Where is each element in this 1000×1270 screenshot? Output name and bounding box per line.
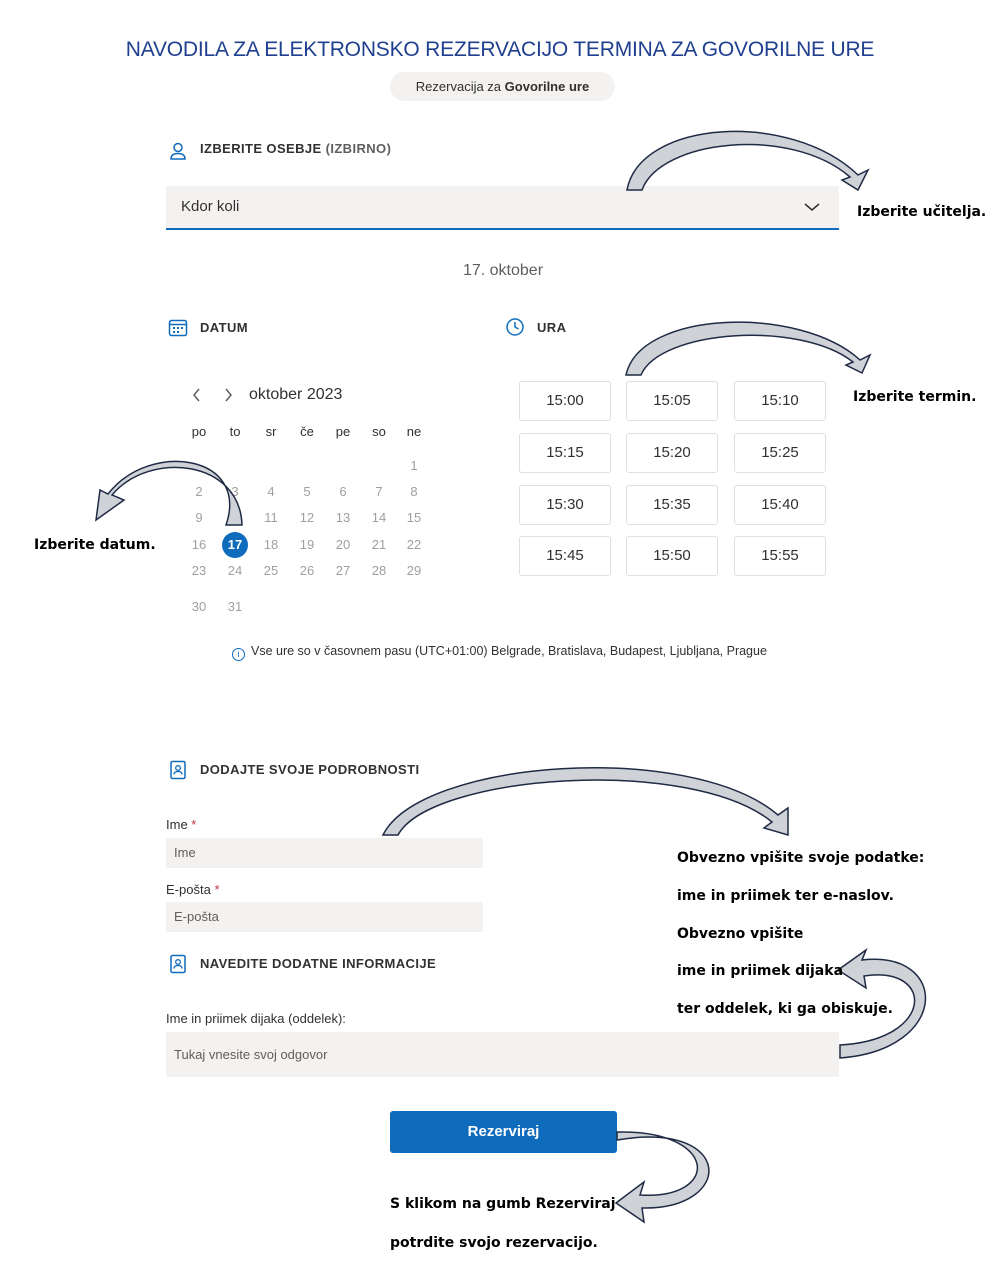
note-student-3: ter oddelek, ki ga obiskuje. [677, 1001, 893, 1017]
time-slot-button[interactable]: 15:30 [519, 485, 611, 525]
time-heading: URA [537, 320, 567, 335]
time-slot-button[interactable]: 15:55 [734, 536, 826, 576]
time-slot-button[interactable]: 15:35 [626, 485, 718, 525]
calendar-day[interactable]: 26 [299, 563, 315, 578]
note-teacher: Izberite učitelja. [857, 204, 987, 220]
calendar-day[interactable]: 20 [335, 537, 351, 552]
calendar-day[interactable]: 27 [335, 563, 351, 578]
calendar-day[interactable]: 13 [335, 510, 351, 525]
info-icon: i [232, 648, 245, 661]
note-submit-1: S klikom na gumb Rezerviraj [390, 1196, 616, 1212]
calendar-day[interactable]: 11 [264, 510, 278, 525]
calendar-day[interactable]: 9 [195, 510, 203, 525]
time-slot-button[interactable]: 15:15 [519, 433, 611, 473]
calendar-day[interactable]: 24 [227, 563, 243, 578]
calendar-weekday: so [372, 424, 386, 439]
note-student-1: Obvezno vpišite [677, 926, 804, 942]
time-slot-button[interactable]: 15:50 [626, 536, 718, 576]
required-marker: * [214, 882, 220, 897]
note-details-1: Obvezno vpišite svoje podatke: [677, 850, 925, 866]
calendar-weekday: to [229, 424, 241, 439]
calendar-weekday: pe [335, 424, 351, 439]
calendar-day[interactable]: 30 [191, 599, 207, 614]
calendar-weekday: če [300, 424, 314, 439]
note-student-2: ime in priimek dijaka [677, 963, 844, 979]
reserve-button[interactable]: Rezerviraj [390, 1111, 617, 1153]
arrow-to-term [626, 322, 870, 375]
note-date: Izberite datum. [34, 537, 156, 553]
calendar-day[interactable]: 6 [339, 484, 347, 499]
staff-select-value: Kdor koli [181, 198, 240, 215]
calendar-day[interactable]: 15 [406, 510, 422, 525]
calendar-day[interactable]: 21 [371, 537, 387, 552]
calendar-day[interactable]: 3 [231, 484, 239, 499]
arrow-to-teacher [627, 131, 868, 190]
time-slot-button[interactable]: 15:05 [626, 381, 718, 421]
arrow-to-details [383, 768, 788, 835]
time-slot-button[interactable]: 15:45 [519, 536, 611, 576]
time-slot-button[interactable]: 15:00 [519, 381, 611, 421]
arrow-to-submit [616, 1132, 709, 1222]
student-question-label: Ime in priimek dijaka (oddelek): [166, 1011, 346, 1026]
calendar-day[interactable]: 12 [299, 510, 315, 525]
name-label-text: Ime [166, 817, 188, 832]
calendar-weekday: sr [265, 424, 277, 439]
student-answer-input[interactable]: Tukaj vnesite svoj odgovor [166, 1032, 839, 1077]
arrow-to-date [96, 461, 242, 525]
extra-info-heading: NAVEDITE DODATNE INFORMACIJE [200, 956, 437, 971]
calendar-day-selected[interactable]: 17 [222, 532, 248, 558]
calendar-weekday: po [191, 424, 207, 439]
time-slot-button[interactable]: 15:25 [734, 433, 826, 473]
details-heading: DODAJTE SVOJE PODROBNOSTI [200, 762, 420, 777]
required-marker: * [191, 817, 197, 832]
calendar-day[interactable]: 29 [406, 563, 422, 578]
email-input[interactable]: E-pošta [166, 902, 483, 932]
name-input[interactable]: Ime [166, 838, 483, 868]
selected-date-heading: 17. oktober [462, 262, 544, 279]
service-pill-name: Govorilne ure [504, 79, 590, 94]
staff-heading-label: IZBERITE OSEBJE [200, 141, 322, 156]
calendar-day[interactable]: 16 [191, 537, 207, 552]
calendar-day[interactable]: 2 [195, 484, 203, 499]
note-details-2: ime in priimek ter e-naslov. [677, 888, 894, 904]
time-slot-button[interactable]: 15:10 [734, 381, 826, 421]
calendar-month: oktober 2023 [249, 386, 343, 403]
timezone-note-text: Vse ure so v časovnem pasu (UTC+01:00) Belgrade, Bratislava, Budapest, Ljubljana, Prague [251, 644, 767, 658]
calendar-day[interactable]: 7 [375, 484, 383, 499]
calendar-day[interactable]: 31 [227, 599, 243, 614]
calendar-day[interactable]: 22 [406, 537, 422, 552]
calendar-day[interactable]: 28 [371, 563, 387, 578]
email-label-text: E-pošta [166, 882, 211, 897]
staff-heading-optional: (IZBIRNO) [325, 141, 392, 156]
calendar-day[interactable]: 23 [191, 563, 207, 578]
calendar-day[interactable]: 5 [303, 484, 311, 499]
calendar-day[interactable]: 4 [267, 484, 275, 499]
calendar-day[interactable]: 14 [371, 510, 387, 525]
time-slot-button[interactable]: 15:40 [734, 485, 826, 525]
calendar-day[interactable]: 19 [299, 537, 315, 552]
date-heading: DATUM [200, 320, 248, 335]
calendar-day[interactable]: 8 [410, 484, 418, 499]
note-term: Izberite termin. [853, 389, 977, 405]
calendar-day[interactable]: 25 [263, 563, 279, 578]
calendar-day[interactable]: 1 [410, 458, 418, 473]
page-title: NAVODILA ZA ELEKTRONSKO REZERVACIJO TERMINA ZA GOVORILNE URE [125, 38, 875, 61]
calendar-day[interactable]: 18 [263, 537, 279, 552]
time-slot-button[interactable]: 15:20 [626, 433, 718, 473]
calendar-weekday: ne [406, 424, 422, 439]
note-submit-2: potrdite svojo rezervacijo. [390, 1235, 598, 1251]
service-pill-prefix: Rezervacija za [415, 79, 502, 94]
